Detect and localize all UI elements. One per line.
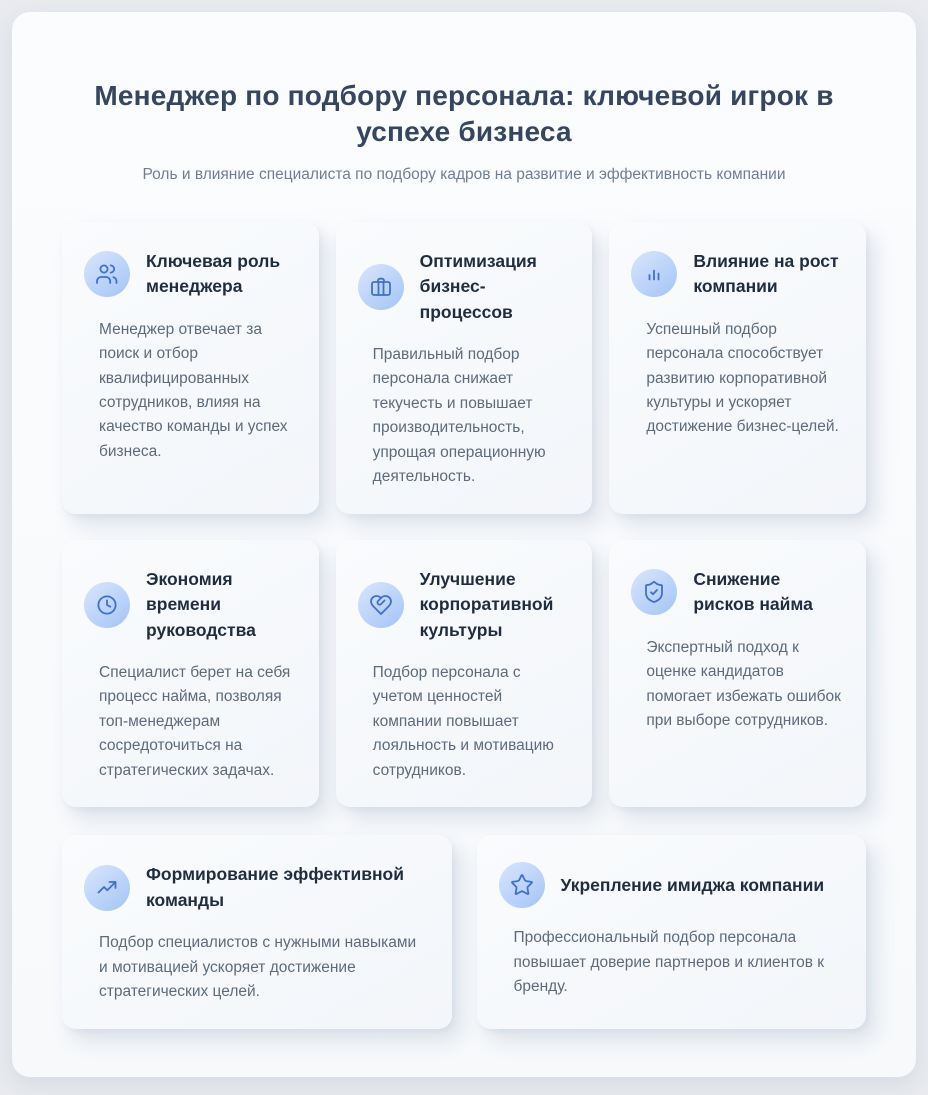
card-key-role bbox=[62, 222, 319, 514]
card-text: Подбор специалистов с нужными навыками и мотивацией ускоряет достижение стратегических целей. bbox=[99, 934, 417, 1001]
card-process-optimization bbox=[336, 222, 593, 514]
card-text: Менеджер отвечает за поиск и отбор квалифицированных сотрудников, влияя на качество команды и успех бизнеса. bbox=[99, 320, 288, 460]
card-text: Экспертный подход к оценке кандидатов помогает избежать ошибок при выборе сотрудников. bbox=[646, 638, 841, 730]
users-icon bbox=[84, 251, 130, 297]
card-title: Снижение рисков найма bbox=[693, 568, 813, 615]
card-title: Укрепление имиджа компании bbox=[560, 874, 825, 895]
card-title: Влияние на рост компании bbox=[693, 250, 839, 297]
page-header bbox=[62, 78, 866, 184]
card-header bbox=[499, 862, 843, 908]
card-text: Специалист берет на себя процесс найма, позволяя топ-менеджерам сосредоточиться на стратегических задачах. bbox=[99, 663, 291, 779]
card-title: Улучшение корпоративной культуры bbox=[419, 568, 554, 640]
cards-grid-top bbox=[62, 222, 866, 808]
card-title: Формирование эффективной команды bbox=[146, 864, 405, 910]
briefcase-icon bbox=[358, 264, 404, 310]
star-icon bbox=[499, 862, 545, 908]
card-text: Правильный подбор персонала снижает текучесть и повышает производительность, упрощая операционную деятельность. bbox=[372, 345, 546, 486]
card-text: Подбор персонала с учетом ценностей компании повышает лояльность и мотивацию сотрудников. bbox=[372, 663, 554, 779]
card-header bbox=[84, 567, 295, 643]
trending-up-icon bbox=[84, 865, 130, 911]
page-subtitle: Роль и влияние специалиста по подбору кадров на развитие и эффективность компании bbox=[142, 165, 786, 183]
clock-icon bbox=[84, 582, 130, 628]
card-header bbox=[358, 567, 569, 643]
card-title: Экономия времени руководства bbox=[146, 568, 256, 640]
page-title: Менеджер по подбору персонала: ключевой игрок в успехе бизнеса bbox=[94, 80, 834, 148]
infographic-page bbox=[12, 12, 916, 1077]
card-hiring-risks bbox=[609, 540, 866, 808]
card-header bbox=[631, 567, 842, 618]
heart-handshake-icon bbox=[358, 582, 404, 628]
card-header bbox=[84, 249, 295, 300]
bar-chart-icon bbox=[631, 251, 677, 297]
cards-grid-bottom bbox=[62, 835, 866, 1028]
card-header bbox=[358, 249, 569, 325]
card-time-saving bbox=[62, 540, 319, 808]
card-corporate-culture bbox=[336, 540, 593, 808]
card-text: Успешный подбор персонала способствует развитию корпоративной культуры и ускоряет достижение бизнес-целей. bbox=[646, 320, 839, 436]
card-text: Профессиональный подбор персонала повышает доверие партнеров и клиентов к бренду. bbox=[513, 929, 825, 996]
card-header bbox=[84, 862, 428, 913]
card-title: Оптимизация бизнес-процессов bbox=[419, 250, 537, 322]
card-company-growth bbox=[609, 222, 866, 514]
card-effective-team bbox=[62, 835, 452, 1028]
card-company-image bbox=[477, 835, 867, 1028]
card-header bbox=[631, 249, 842, 300]
card-title: Ключевая роль менеджера bbox=[146, 250, 281, 297]
shield-check-icon bbox=[631, 569, 677, 615]
